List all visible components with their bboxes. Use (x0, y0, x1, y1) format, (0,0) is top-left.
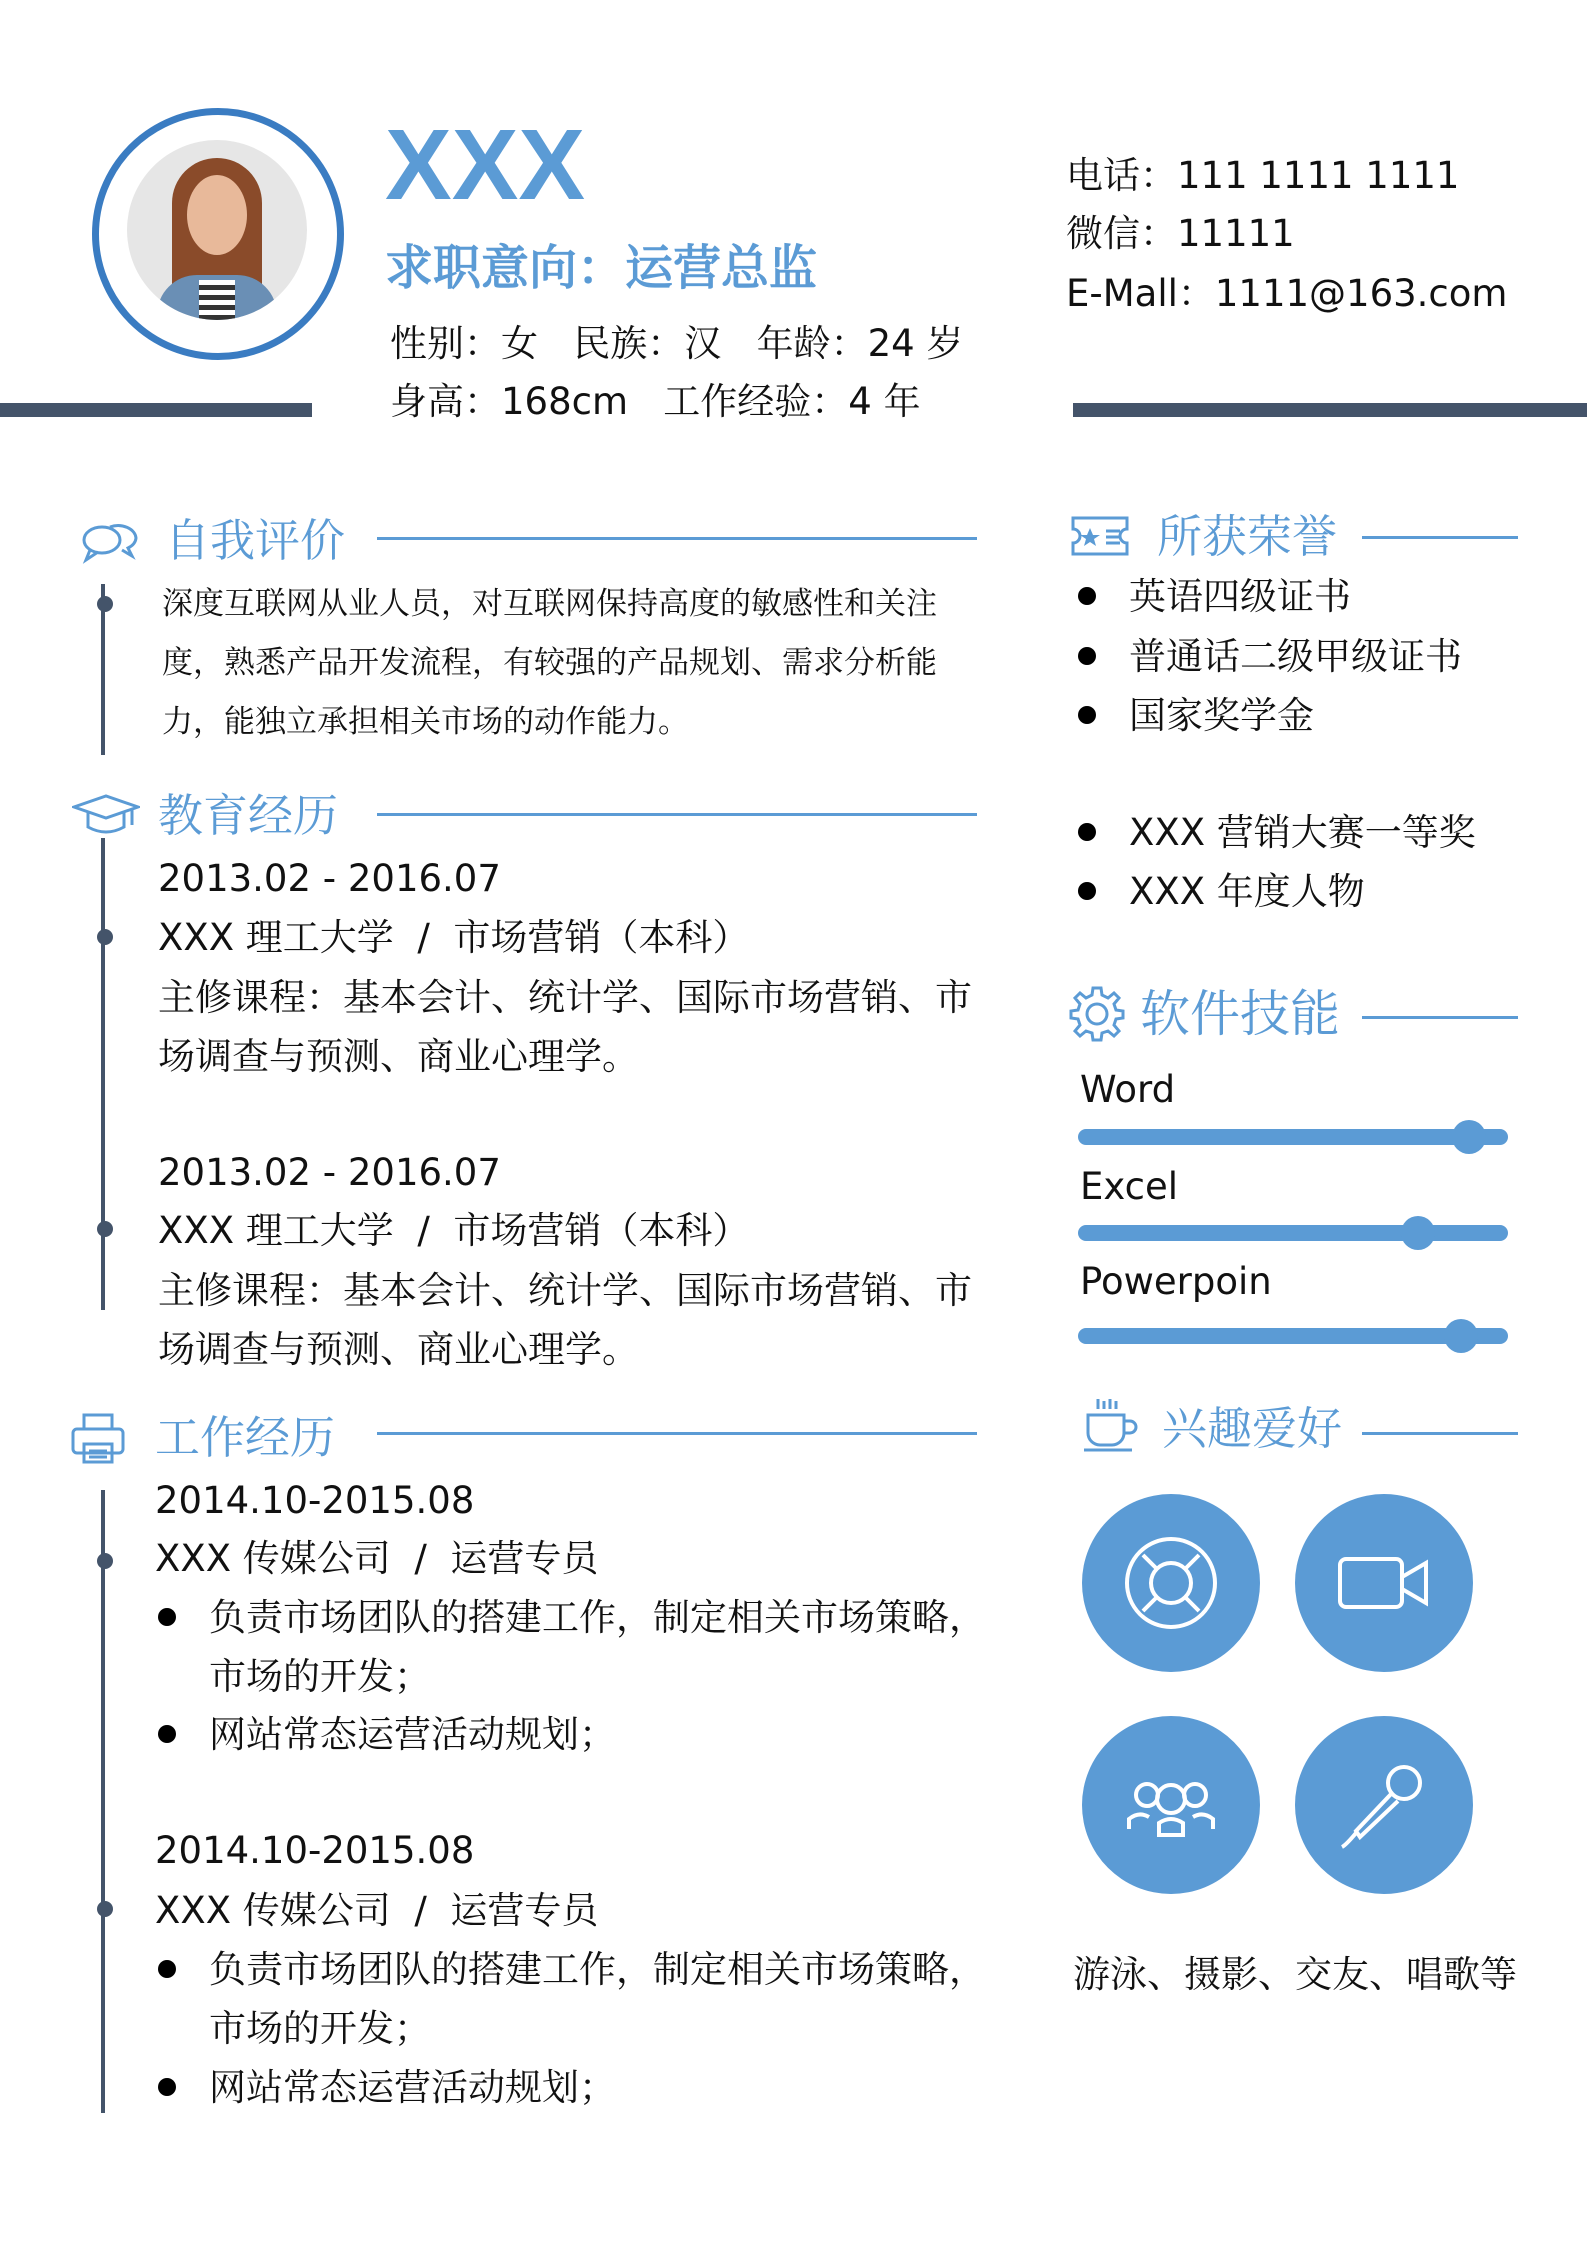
work-company: XXX 传媒公司 / 运营专员 (155, 1537, 599, 1580)
section-title-work: 工作经历 (155, 1411, 336, 1464)
section-title-self-eval: 自我评价 (165, 514, 346, 567)
ticket-icon (1070, 515, 1130, 557)
section-title-skills: 软件技能 (1140, 985, 1340, 1043)
honor-item: 普通话二级甲级证书 (1129, 635, 1462, 678)
section-line (377, 537, 977, 540)
printer-icon (70, 1412, 126, 1466)
skill-name: Powerpoin (1080, 1260, 1272, 1303)
work-duty: 网站常态运营活动规划； (209, 2066, 616, 2109)
bullet (158, 2078, 176, 2096)
bullet (158, 1725, 176, 1743)
skill-level-knob (1444, 1319, 1478, 1353)
work-duty: 市场的开发； (209, 2007, 431, 2050)
skill-level-slider (1078, 1328, 1508, 1344)
skill-level-knob (1452, 1120, 1486, 1154)
personal-info-2: 身高：168cm 工作经验：4 年 (390, 380, 921, 423)
avatar (127, 140, 307, 320)
section-title-hobbies: 兴趣爱好 (1162, 1402, 1343, 1455)
hobby-photography (1295, 1494, 1473, 1672)
coffee-cup-icon (1082, 1397, 1140, 1453)
edu-course: 场调查与预测、商业心理学。 (158, 1035, 639, 1078)
divider-right (1073, 403, 1587, 417)
edu-course: 主修课程：基本会计、统计学、国际市场营销、市 (158, 976, 972, 1019)
section-title-honors: 所获荣誉 (1157, 510, 1338, 563)
personal-info-1: 性别：女 民族：汉 年龄：24 岁 (390, 322, 964, 365)
bullet (1078, 823, 1096, 841)
candidate-name: XXX (385, 109, 586, 221)
section-line (377, 813, 977, 816)
edu-course: 主修课程：基本会计、统计学、国际市场营销、市 (158, 1269, 972, 1312)
contact-email: E-Mall：1111@163.com (1066, 272, 1508, 315)
work-duty: 市场的开发； (209, 1655, 431, 1698)
work-duty: 负责市场团队的搭建工作，制定相关市场策略， (209, 1948, 986, 1991)
section-line (1362, 1016, 1518, 1019)
bullet (1078, 706, 1096, 724)
timeline-dot (97, 1221, 113, 1237)
honor-item: XXX 营销大赛一等奖 (1129, 811, 1476, 854)
timeline-dot (97, 1901, 113, 1917)
hobbies-text: 游泳、摄影、交友、唱歌等 (1073, 1953, 1517, 1996)
edu-school: XXX 理工大学 / 市场营销（本科） (158, 1209, 750, 1252)
work-date: 2014.10-2015.08 (155, 1829, 475, 1872)
hobby-singing (1295, 1716, 1473, 1894)
honor-item: 英语四级证书 (1129, 575, 1351, 618)
honor-item: XXX 年度人物 (1129, 870, 1365, 913)
self-eval-line: 深度互联网从业人员，对互联网保持高度的敏感性和关注 (162, 586, 937, 622)
edu-course: 场调查与预测、商业心理学。 (158, 1328, 639, 1371)
edu-date: 2013.02 - 2016.07 (158, 857, 501, 900)
edu-date: 2013.02 - 2016.07 (158, 1151, 501, 1194)
timeline-dot (97, 929, 113, 945)
group-icon (1123, 1765, 1219, 1845)
work-duty: 负责市场团队的搭建工作，制定相关市场策略， (209, 1596, 986, 1639)
video-camera-icon (1336, 1553, 1432, 1613)
divider-left (0, 403, 312, 417)
bullet (1078, 882, 1096, 900)
contact-wechat: 微信：11111 (1066, 212, 1295, 255)
bullet (158, 1608, 176, 1626)
lifebuoy-icon (1123, 1535, 1219, 1631)
skill-level-slider (1078, 1225, 1508, 1241)
timeline-dot (97, 1553, 113, 1569)
bullet (1078, 647, 1096, 665)
honor-item: 国家奖学金 (1129, 694, 1314, 737)
section-line (1362, 1432, 1518, 1435)
timeline (101, 838, 105, 1310)
work-date: 2014.10-2015.08 (155, 1479, 475, 1522)
hobby-socializing (1082, 1716, 1260, 1894)
skill-name: Word (1080, 1068, 1176, 1111)
gear-icon (1068, 985, 1126, 1043)
job-objective: 求职意向：运营总监 (385, 240, 818, 296)
timeline (101, 1490, 105, 2113)
section-title-education: 教育经历 (158, 789, 339, 842)
skill-name: Excel (1080, 1165, 1179, 1208)
section-line (377, 1432, 977, 1435)
contact-phone: 电话：111 1111 1111 (1066, 154, 1460, 197)
chat-icon (80, 516, 140, 566)
work-company: XXX 传媒公司 / 运营专员 (155, 1889, 599, 1932)
skill-level-knob (1401, 1216, 1435, 1250)
timeline-dot (97, 596, 113, 612)
work-duty: 网站常态运营活动规划； (209, 1713, 616, 1756)
bullet (158, 1960, 176, 1978)
self-eval-line: 力，能独立承担相关市场的动作能力。 (162, 704, 689, 740)
microphone-icon (1336, 1757, 1432, 1853)
bullet (1078, 587, 1096, 605)
section-line (1362, 536, 1518, 539)
self-eval-line: 度，熟悉产品开发流程，有较强的产品规划、需求分析能 (162, 645, 937, 681)
skill-level-slider (1078, 1129, 1508, 1145)
edu-school: XXX 理工大学 / 市场营销（本科） (158, 916, 750, 959)
graduation-cap-icon (72, 793, 140, 839)
hobby-swimming (1082, 1494, 1260, 1672)
